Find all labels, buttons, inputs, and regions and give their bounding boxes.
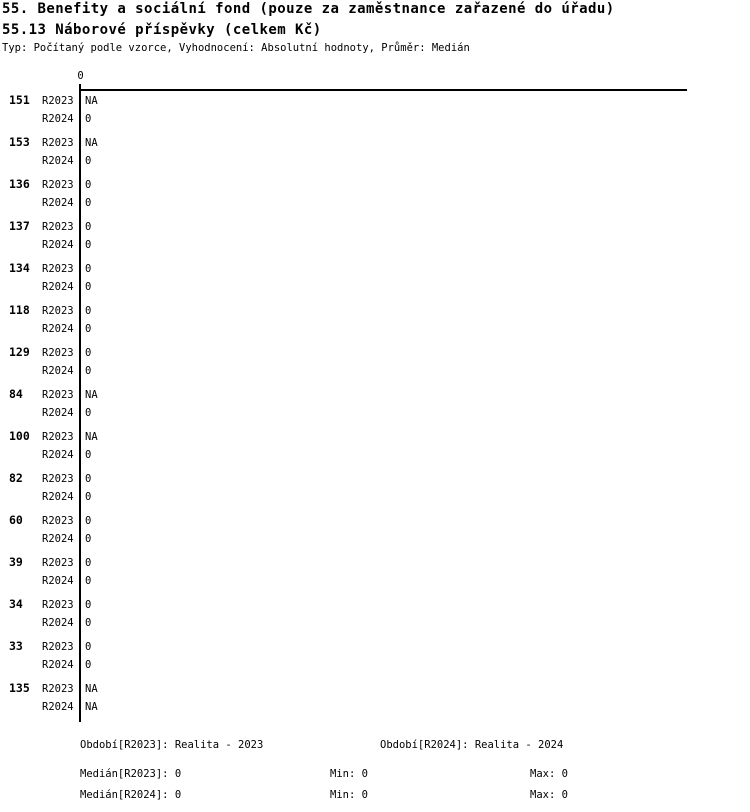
legend-period-r2023: Období[R2023]: Realita - 2023	[80, 739, 264, 751]
category-label: 34	[9, 597, 23, 611]
series-label: R2024	[42, 113, 74, 125]
value-label: 0	[85, 179, 92, 191]
series-label: R2023	[42, 641, 74, 653]
value-label: NA	[85, 683, 98, 695]
category-label: 151	[9, 93, 30, 107]
series-label: R2023	[42, 347, 74, 359]
category-label: 137	[9, 219, 30, 233]
series-label: R2023	[42, 179, 74, 191]
series-label: R2024	[42, 701, 74, 713]
category-label: 129	[9, 345, 30, 359]
value-label: 0	[85, 449, 92, 461]
category-label: 153	[9, 135, 30, 149]
legend-max-r2023: Max: 0	[530, 768, 568, 780]
category-label: 136	[9, 177, 30, 191]
legend-period-r2024: Období[R2024]: Realita - 2024	[380, 739, 564, 751]
series-label: R2023	[42, 389, 74, 401]
value-label: 0	[85, 281, 92, 293]
value-label: 0	[85, 557, 92, 569]
series-label: R2024	[42, 617, 74, 629]
legend-min-r2024: Min: 0	[330, 789, 368, 801]
chart-subtitle: Typ: Počítaný podle vzorce, Vyhodnocení: Absolutní hodnoty, Průměr: Medián	[2, 42, 470, 54]
series-label: R2023	[42, 557, 74, 569]
series-label: R2023	[42, 599, 74, 611]
chart-title-line1: 55. Benefity a sociální fond (pouze za zaměstnance zařazené do úřadu)	[2, 1, 615, 17]
series-label: R2023	[42, 473, 74, 485]
value-label: 0	[85, 599, 92, 611]
value-label: 0	[85, 305, 92, 317]
category-label: 135	[9, 681, 30, 695]
value-label: 0	[85, 113, 92, 125]
series-label: R2024	[42, 449, 74, 461]
value-label: 0	[85, 323, 92, 335]
value-label: NA	[85, 389, 98, 401]
value-label: 0	[85, 473, 92, 485]
value-label: 0	[85, 365, 92, 377]
value-label: NA	[85, 137, 98, 149]
value-label: 0	[85, 533, 92, 545]
series-label: R2024	[42, 407, 74, 419]
value-label: 0	[85, 617, 92, 629]
series-label: R2023	[42, 305, 74, 317]
value-label: 0	[85, 263, 92, 275]
series-label: R2023	[42, 515, 74, 527]
value-label: 0	[85, 155, 92, 167]
series-label: R2023	[42, 263, 74, 275]
series-label: R2024	[42, 239, 74, 251]
value-label: 0	[85, 575, 92, 587]
x-axis-line	[79, 89, 687, 91]
legend-max-r2024: Max: 0	[530, 789, 568, 801]
series-label: R2023	[42, 95, 74, 107]
category-label: 118	[9, 303, 30, 317]
x-axis-tick-label: 0	[77, 70, 84, 82]
category-label: 100	[9, 429, 30, 443]
category-label: 33	[9, 639, 23, 653]
series-label: R2024	[42, 659, 74, 671]
value-label: 0	[85, 491, 92, 503]
series-label: R2023	[42, 431, 74, 443]
legend-median-r2023: Medián[R2023]: 0	[80, 768, 182, 780]
category-label: 134	[9, 261, 30, 275]
legend-min-r2023: Min: 0	[330, 768, 368, 780]
chart-title-line2: 55.13 Náborové příspěvky (celkem Kč)	[2, 22, 322, 38]
value-label: 0	[85, 407, 92, 419]
value-label: NA	[85, 95, 98, 107]
value-label: 0	[85, 197, 92, 209]
category-label: 82	[9, 471, 23, 485]
value-label: 0	[85, 515, 92, 527]
series-label: R2024	[42, 197, 74, 209]
series-label: R2024	[42, 281, 74, 293]
value-label: 0	[85, 221, 92, 233]
series-label: R2024	[42, 575, 74, 587]
legend-median-r2024: Medián[R2024]: 0	[80, 789, 182, 801]
category-label: 39	[9, 555, 23, 569]
series-label: R2023	[42, 137, 74, 149]
series-label: R2024	[42, 491, 74, 503]
value-label: 0	[85, 239, 92, 251]
series-label: R2024	[42, 365, 74, 377]
value-label: 0	[85, 659, 92, 671]
category-label: 84	[9, 387, 23, 401]
series-label: R2023	[42, 221, 74, 233]
value-label: NA	[85, 431, 98, 443]
value-label: 0	[85, 347, 92, 359]
series-label: R2024	[42, 533, 74, 545]
series-label: R2024	[42, 155, 74, 167]
series-label: R2023	[42, 683, 74, 695]
value-label: NA	[85, 701, 98, 713]
y-axis-line	[79, 84, 81, 722]
category-label: 60	[9, 513, 23, 527]
value-label: 0	[85, 641, 92, 653]
series-label: R2024	[42, 323, 74, 335]
